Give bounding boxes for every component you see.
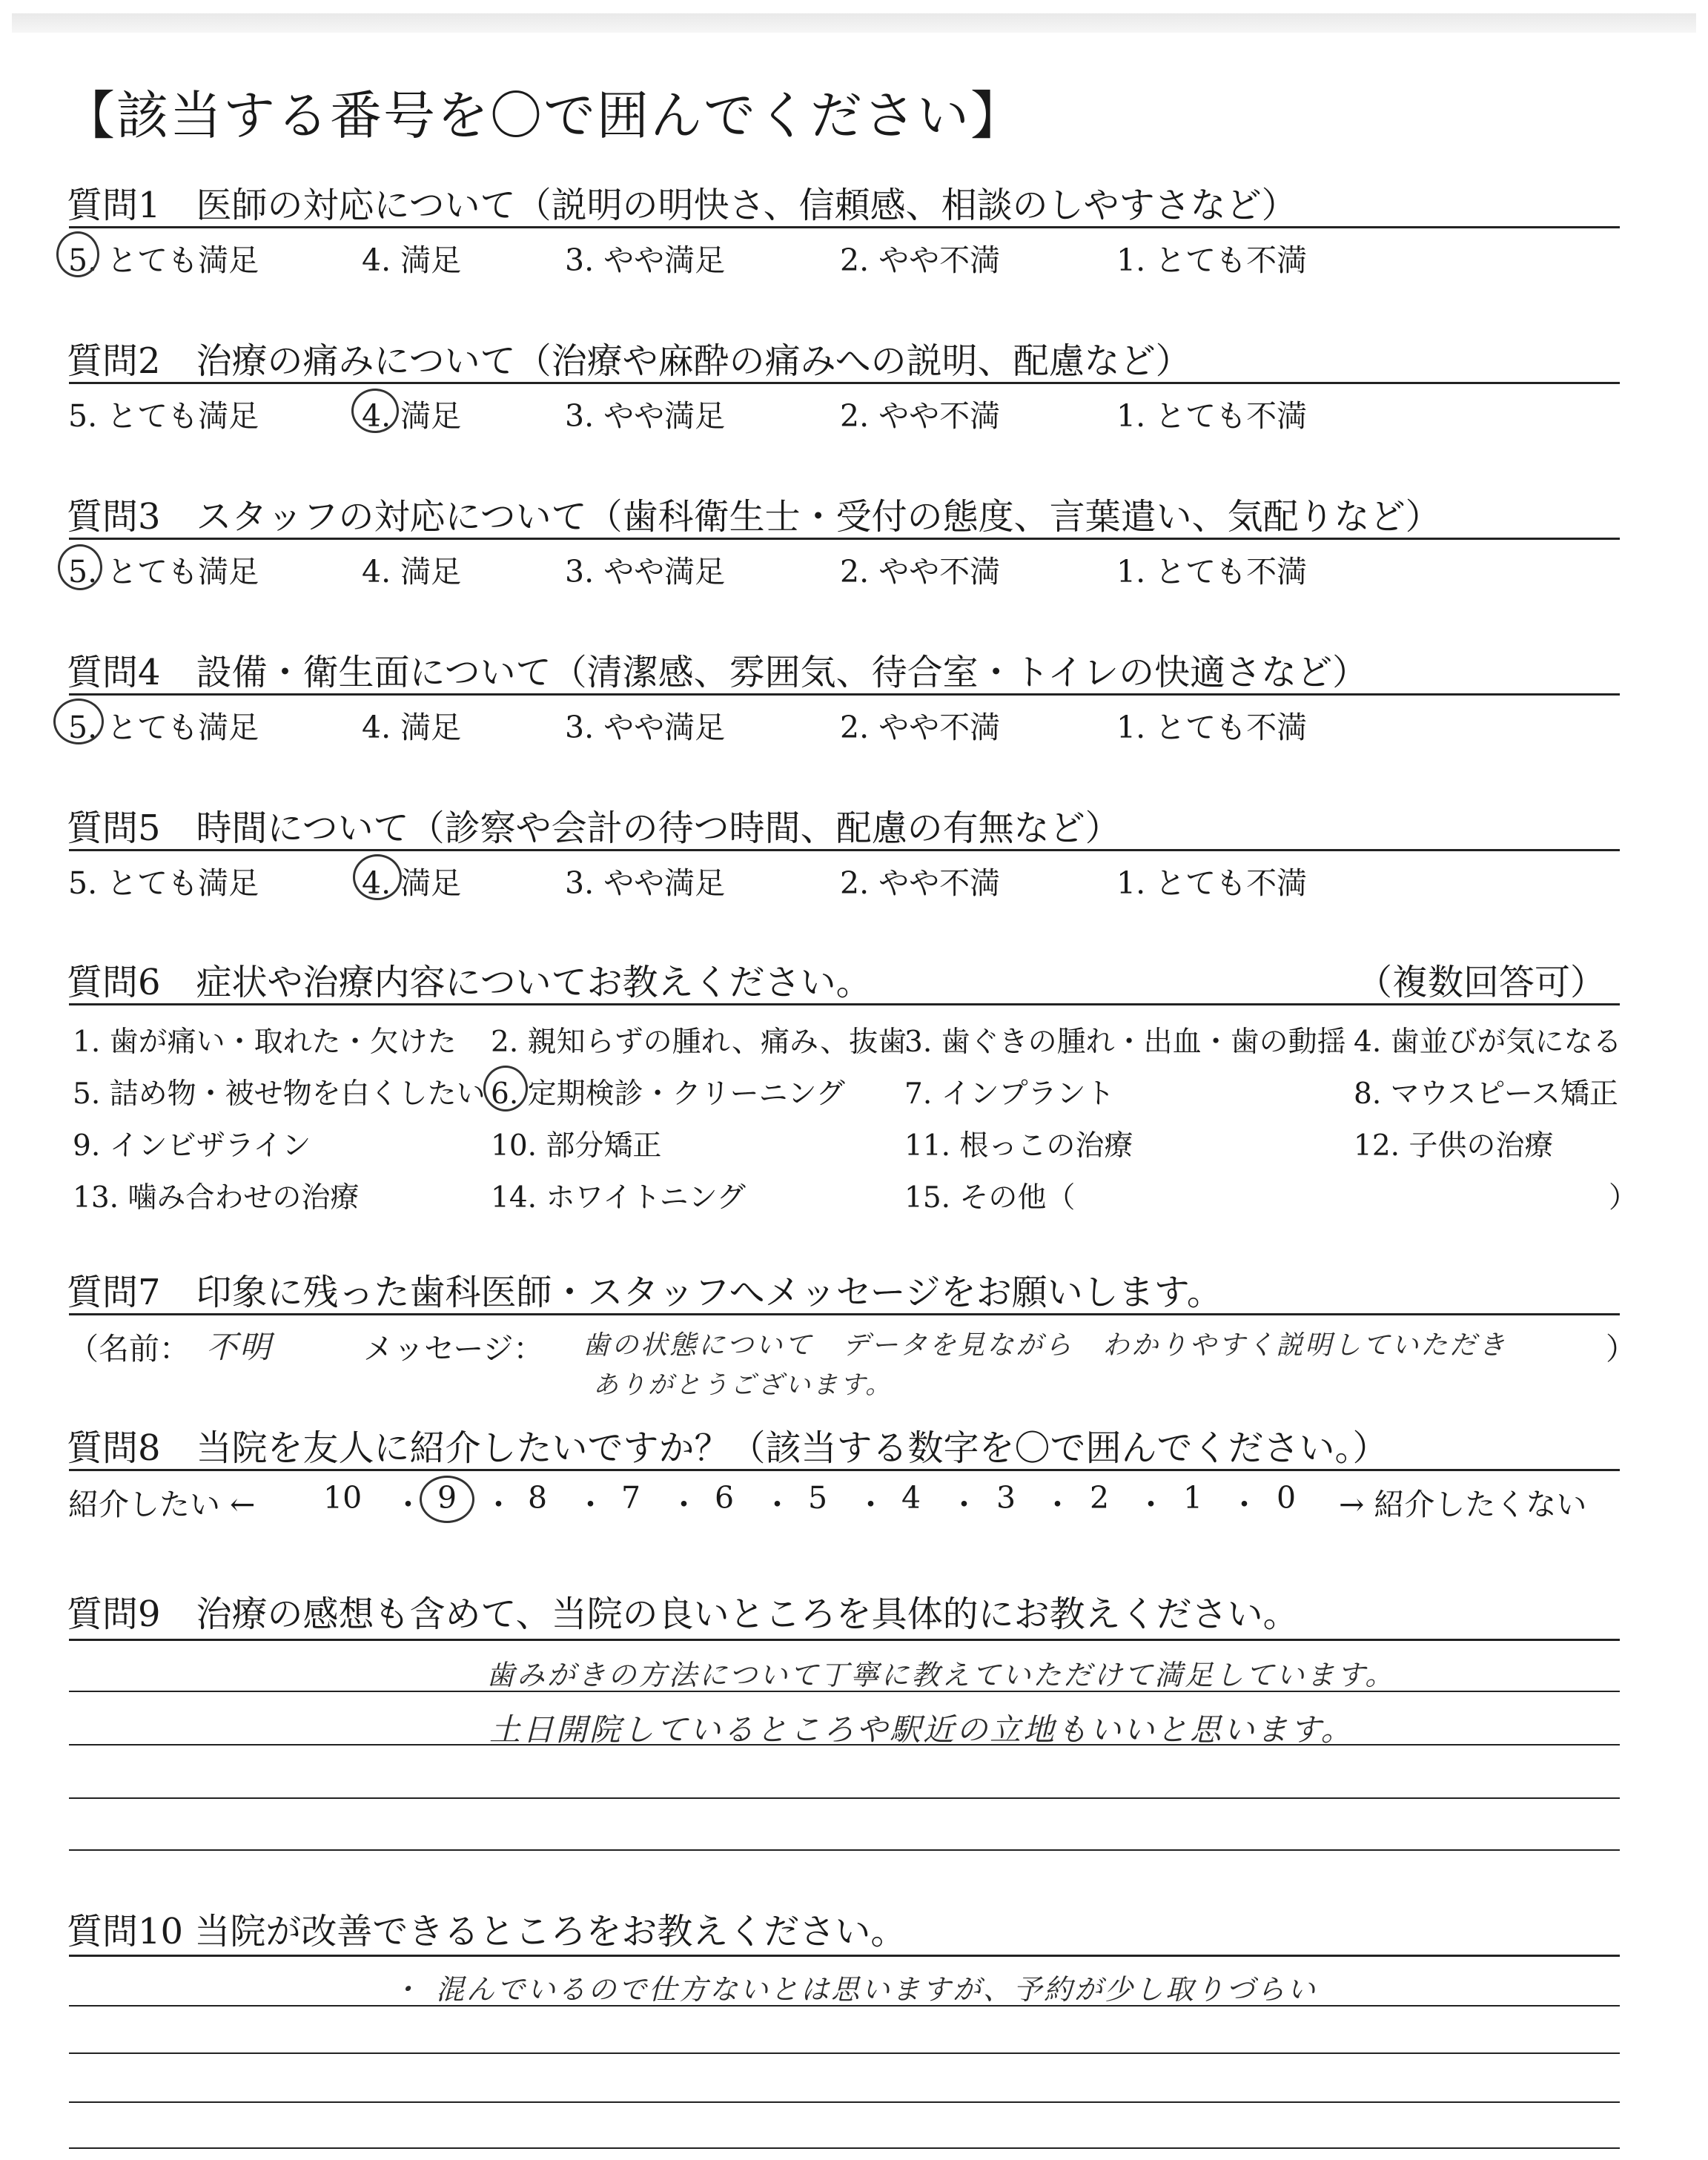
q4-answer-circle bbox=[53, 698, 104, 744]
q4-option-1[interactable]: 1. とても不満 bbox=[1116, 710, 1308, 745]
page-title: 【該当する番号を〇で囲んでください】 bbox=[63, 85, 1024, 146]
symptom-item-12[interactable]: 12. 子供の治療 bbox=[1354, 1129, 1554, 1163]
scale-dot: ・ bbox=[483, 1487, 514, 1522]
name-label: （名前： bbox=[68, 1331, 190, 1367]
question-1-heading: 質問1 医師の対応について（説明の明快さ、信頼感、相談のしやすさなど） bbox=[67, 185, 1297, 226]
answer-line bbox=[69, 1849, 1620, 1851]
question-5-rule bbox=[69, 849, 1620, 851]
scale-dot: ・ bbox=[1136, 1487, 1166, 1522]
symptom-item-1[interactable]: 1. 歯が痛い・取れた・欠けた bbox=[73, 1025, 457, 1059]
q2-answer-circle bbox=[351, 389, 399, 433]
question-4-heading: 質問4 設備・衛生面について（清潔感、雰囲気、待合室・トイレの快適さなど） bbox=[67, 652, 1368, 693]
question-9-rule bbox=[69, 1639, 1620, 1641]
q9-answer-line-1[interactable]: 歯みがきの方法について丁寧に教えていただけて満足しています。 bbox=[486, 1659, 1396, 1691]
question-2-heading: 質問2 治療の痛みについて（治療や麻酔の痛みへの説明、配慮など） bbox=[67, 340, 1191, 382]
question-8-rule bbox=[69, 1469, 1620, 1471]
q5-answer-circle bbox=[353, 854, 402, 900]
recommend-left-label: 紹介したい ← bbox=[68, 1487, 256, 1522]
question-10-rule bbox=[69, 1955, 1620, 1957]
q1-option-1[interactable]: 1. とても不満 bbox=[1116, 242, 1308, 278]
q4-option-2[interactable]: 2. やや不満 bbox=[840, 710, 1001, 745]
q4-option-3[interactable]: 3. やや満足 bbox=[565, 710, 726, 745]
q4-option-4[interactable]: 4. 満足 bbox=[362, 710, 462, 745]
q1-option-3[interactable]: 3. やや満足 bbox=[565, 242, 726, 278]
scale-3[interactable]: 3 bbox=[996, 1480, 1016, 1516]
q10-answer-line-1[interactable]: 混んでいるので仕方ないとは思いますが、予約が少し取りづらい bbox=[436, 1973, 1318, 2006]
question-9-heading: 質問9 治療の感想も含めて、当院の良いところを具体的にお教えください。 bbox=[67, 1593, 1299, 1635]
q5-option-4[interactable]: 4. 満足 bbox=[362, 865, 462, 901]
q8-answer-circle bbox=[420, 1476, 474, 1523]
q6-answer-circle bbox=[483, 1066, 528, 1112]
scale-8[interactable]: 8 bbox=[528, 1480, 548, 1516]
scale-dot: ・ bbox=[575, 1487, 606, 1522]
question-6-rule bbox=[69, 1003, 1620, 1005]
question-7-heading: 質問7 印象に残った歯科医師・スタッフへメッセージをお願いします。 bbox=[67, 1272, 1222, 1313]
symptom-item-7[interactable]: 7. インプラント bbox=[904, 1077, 1115, 1111]
q1-answer-circle bbox=[56, 231, 99, 277]
scale-9[interactable]: 9 bbox=[437, 1480, 457, 1516]
symptom-item-6[interactable]: 6. 定期検診・クリーニング bbox=[491, 1077, 845, 1111]
other-close-paren: ） bbox=[1609, 1181, 1638, 1215]
question-10-heading: 質問10 当院が改善できるところをお教えください。 bbox=[67, 1911, 907, 1952]
answer-line bbox=[69, 2101, 1620, 2103]
scale-dot: ・ bbox=[949, 1487, 979, 1522]
symptom-item-10[interactable]: 10. 部分矯正 bbox=[491, 1129, 662, 1163]
scale-1[interactable]: 1 bbox=[1183, 1480, 1203, 1516]
q5-option-3[interactable]: 3. やや満足 bbox=[565, 865, 726, 901]
scale-7[interactable]: 7 bbox=[621, 1480, 641, 1516]
symptom-item-5[interactable]: 5. 詰め物・被せ物を白くしたい bbox=[73, 1077, 486, 1111]
answer-line bbox=[69, 2147, 1620, 2149]
q1-option-4[interactable]: 4. 満足 bbox=[362, 242, 462, 278]
q2-option-2[interactable]: 2. やや不満 bbox=[840, 398, 1001, 434]
q5-option-2[interactable]: 2. やや不満 bbox=[840, 865, 1001, 901]
scale-dot: ・ bbox=[393, 1487, 423, 1522]
scale-dot: ・ bbox=[762, 1487, 792, 1522]
scale-dot: ・ bbox=[1229, 1487, 1260, 1522]
question-8-heading: 質問8 当院を友人に紹介したいですか？（該当する数字を〇で囲んでください。） bbox=[67, 1427, 1388, 1469]
q3-option-4[interactable]: 4. 満足 bbox=[362, 554, 462, 589]
scale-dot: ・ bbox=[855, 1487, 886, 1522]
question-4-rule bbox=[69, 693, 1620, 696]
q2-option-3[interactable]: 3. やや満足 bbox=[565, 398, 726, 434]
scan-top-edge bbox=[12, 13, 1696, 33]
q3-option-3[interactable]: 3. やや満足 bbox=[565, 554, 726, 589]
q5-option-1[interactable]: 1. とても不満 bbox=[1116, 865, 1308, 901]
question-3-heading: 質問3 スタッフの対応について（歯科衛生士・受付の態度、言葉遣い、気配りなど） bbox=[67, 496, 1441, 538]
q3-option-2[interactable]: 2. やや不満 bbox=[840, 554, 1001, 589]
scale-0[interactable]: 0 bbox=[1277, 1480, 1297, 1516]
symptom-item-2[interactable]: 2. 親知らずの腫れ、痛み、抜歯 bbox=[491, 1025, 907, 1059]
question-7-rule bbox=[69, 1313, 1620, 1315]
scale-6[interactable]: 6 bbox=[715, 1480, 735, 1516]
q10-bullet: ・ bbox=[391, 1973, 423, 2006]
question-3-rule bbox=[69, 538, 1620, 540]
question-6-heading: 質問6 症状や治療内容についてお教えください。 bbox=[67, 962, 872, 1003]
q3-answer-circle bbox=[58, 544, 102, 590]
message-line-1[interactable]: 歯の状態について データを見ながら わかりやすく説明していただき bbox=[583, 1330, 1508, 1361]
message-line-2[interactable]: ありがとうございます。 bbox=[593, 1370, 893, 1400]
q2-option-4[interactable]: 4. 満足 bbox=[362, 398, 462, 434]
q2-option-1[interactable]: 1. とても不満 bbox=[1116, 398, 1308, 434]
name-value[interactable]: 不明 bbox=[206, 1329, 274, 1365]
q5-option-5[interactable]: 5. とても満足 bbox=[68, 865, 259, 901]
symptom-item-11[interactable]: 11. 根っこの治療 bbox=[904, 1129, 1133, 1163]
q9-answer-line-2[interactable]: 土日開院しているところや駅近の立地もいいと思います。 bbox=[489, 1711, 1354, 1748]
symptom-item-3[interactable]: 3. 歯ぐきの腫れ・出血・歯の動揺 bbox=[904, 1025, 1346, 1059]
symptom-item-8[interactable]: 8. マウスピース矯正 bbox=[1354, 1077, 1618, 1111]
q2-option-5[interactable]: 5. とても満足 bbox=[68, 398, 259, 434]
q1-option-5[interactable]: 5. とても満足 bbox=[68, 242, 259, 278]
question-5-heading: 質問5 時間について（診察や会計の待つ時間、配慮の有無など） bbox=[67, 807, 1121, 849]
symptom-item-9[interactable]: 9. インビザライン bbox=[73, 1129, 311, 1163]
message-label: メッセージ： bbox=[363, 1331, 544, 1367]
question-2-rule bbox=[69, 382, 1620, 384]
symptom-item-4[interactable]: 4. 歯並びが気になる bbox=[1354, 1025, 1622, 1059]
q4-option-5[interactable]: 5. とても満足 bbox=[68, 710, 259, 745]
question-1-rule bbox=[69, 226, 1620, 228]
scale-4[interactable]: 4 bbox=[901, 1480, 921, 1516]
q1-option-2[interactable]: 2. やや不満 bbox=[840, 242, 1001, 278]
scale-2[interactable]: 2 bbox=[1090, 1480, 1110, 1516]
scale-dot: ・ bbox=[669, 1487, 699, 1522]
answer-line bbox=[69, 1797, 1620, 1799]
scale-10[interactable]: 10 bbox=[323, 1480, 363, 1516]
message-close-paren: ） bbox=[1606, 1331, 1636, 1367]
answer-line bbox=[69, 2052, 1620, 2054]
symptom-item-15[interactable]: 15. その他（ bbox=[904, 1181, 1076, 1215]
symptom-item-13[interactable]: 13. 噛み合わせの治療 bbox=[73, 1181, 360, 1215]
scale-5[interactable]: 5 bbox=[808, 1480, 828, 1516]
symptom-item-14[interactable]: 14. ホワイトニング bbox=[491, 1181, 746, 1215]
recommend-right-label: → 紹介したくない bbox=[1339, 1487, 1587, 1522]
scale-dot: ・ bbox=[1042, 1487, 1073, 1522]
q3-option-5[interactable]: 5. とても満足 bbox=[68, 554, 259, 589]
question-6-note: （複数回答可） bbox=[1357, 962, 1606, 1003]
q3-option-1[interactable]: 1. とても不満 bbox=[1116, 554, 1308, 589]
